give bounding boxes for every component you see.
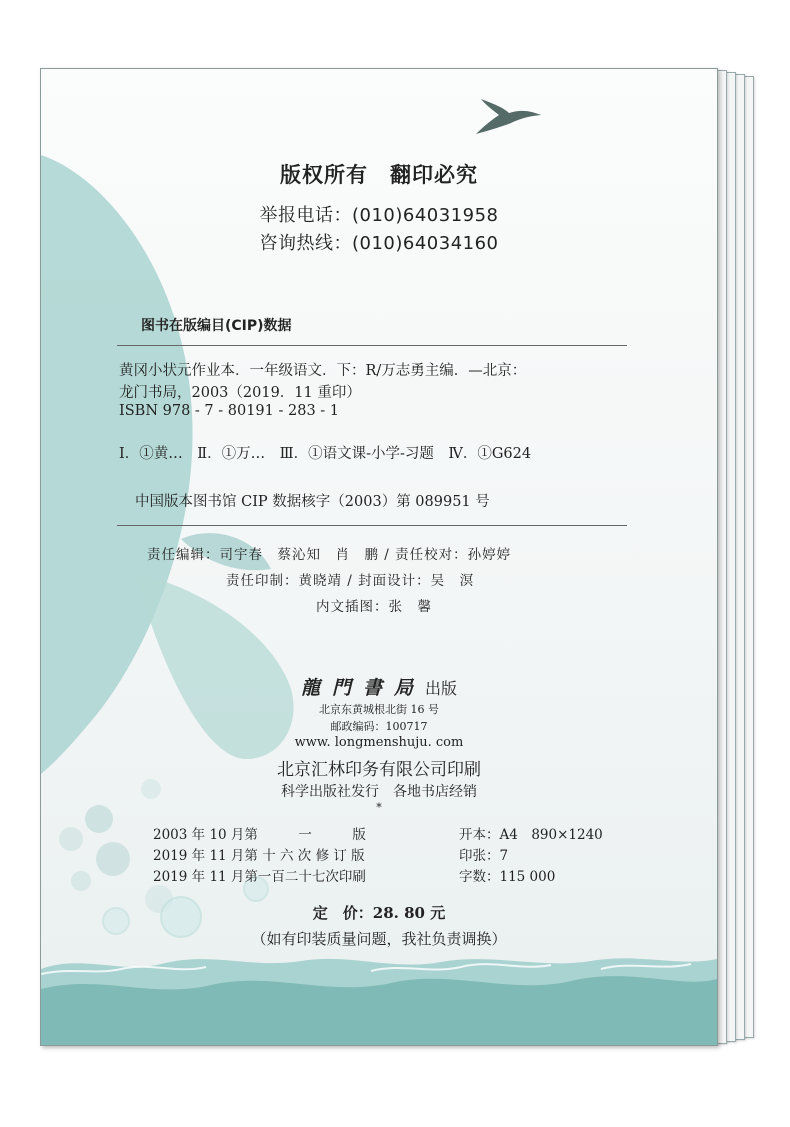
publisher-name: 龍門書局 [300,677,425,699]
cip-isbn: ISBN 978 - 7 - 80191 - 283 - 1 [119,403,340,419]
cip-core-number: 中国版本图书馆 CIP 数据核字（2003）第 089951 号 [135,494,490,510]
publisher-line [41,673,717,700]
report-phone: 举报电话：(010)64031958 [259,205,499,226]
copyright-notice: 版权所有 翻印必究 [280,163,478,187]
edition-printing-date: 2019 年 11 月第一百二十七次印刷 [153,869,366,885]
copyright-page [40,68,718,1046]
publisher-website: www. longmenshuju. com [294,735,464,750]
distribution: 科学出版社发行 各地书店经销 [281,784,477,800]
edition-first-date: 2003 年 10 月第 一 版 [153,827,366,843]
cip-bottom-divider [117,525,627,526]
responsible-editors: 责任编辑：司宇春 蔡沁知 肖 鹏 / 责任校对：孙婷婷 [147,547,512,563]
publisher-address: 北京东黄城根北街 16 号 [319,703,439,716]
separator-star: * [376,801,382,814]
quality-note: （如有印装质量问题，我社负责调换） [251,930,507,948]
price: 定 价：28. 80 元 [312,904,446,922]
responsible-printing: 责任印制：黄晓靖 / 封面设计：吴 溟 [226,573,475,589]
cip-top-divider [117,345,627,346]
cip-classification: Ⅰ．①黄… Ⅱ．①万… Ⅲ．①语文课-小学-习题 Ⅳ．①G624 [119,446,532,462]
cip-line-1: 黄冈小状元作业本．一年级语文．下：R/万志勇主编．—北京： [119,363,527,379]
printer-name: 北京汇林印务有限公司印刷 [277,760,481,780]
edition-sheets: 印张：7 [459,848,509,864]
cip-heading: 图书在版编目(CIP)数据 [141,318,292,334]
cip-line-2: 龙门书局，2003（2019．11 重印） [119,385,361,401]
edition-word-count: 字数：115 000 [459,869,556,885]
publisher-postcode: 邮政编码：100717 [330,720,428,733]
inquiry-hotline: 咨询热线：(010)64034160 [259,233,499,254]
edition-format: 开本：A4 890×1240 [459,827,603,843]
illustrator: 内文插图：张 馨 [316,599,432,615]
publisher-suffix: 出版 [425,679,458,698]
edition-revision-date: 2019 年 11 月第 十 六 次 修 订 版 [153,848,365,864]
